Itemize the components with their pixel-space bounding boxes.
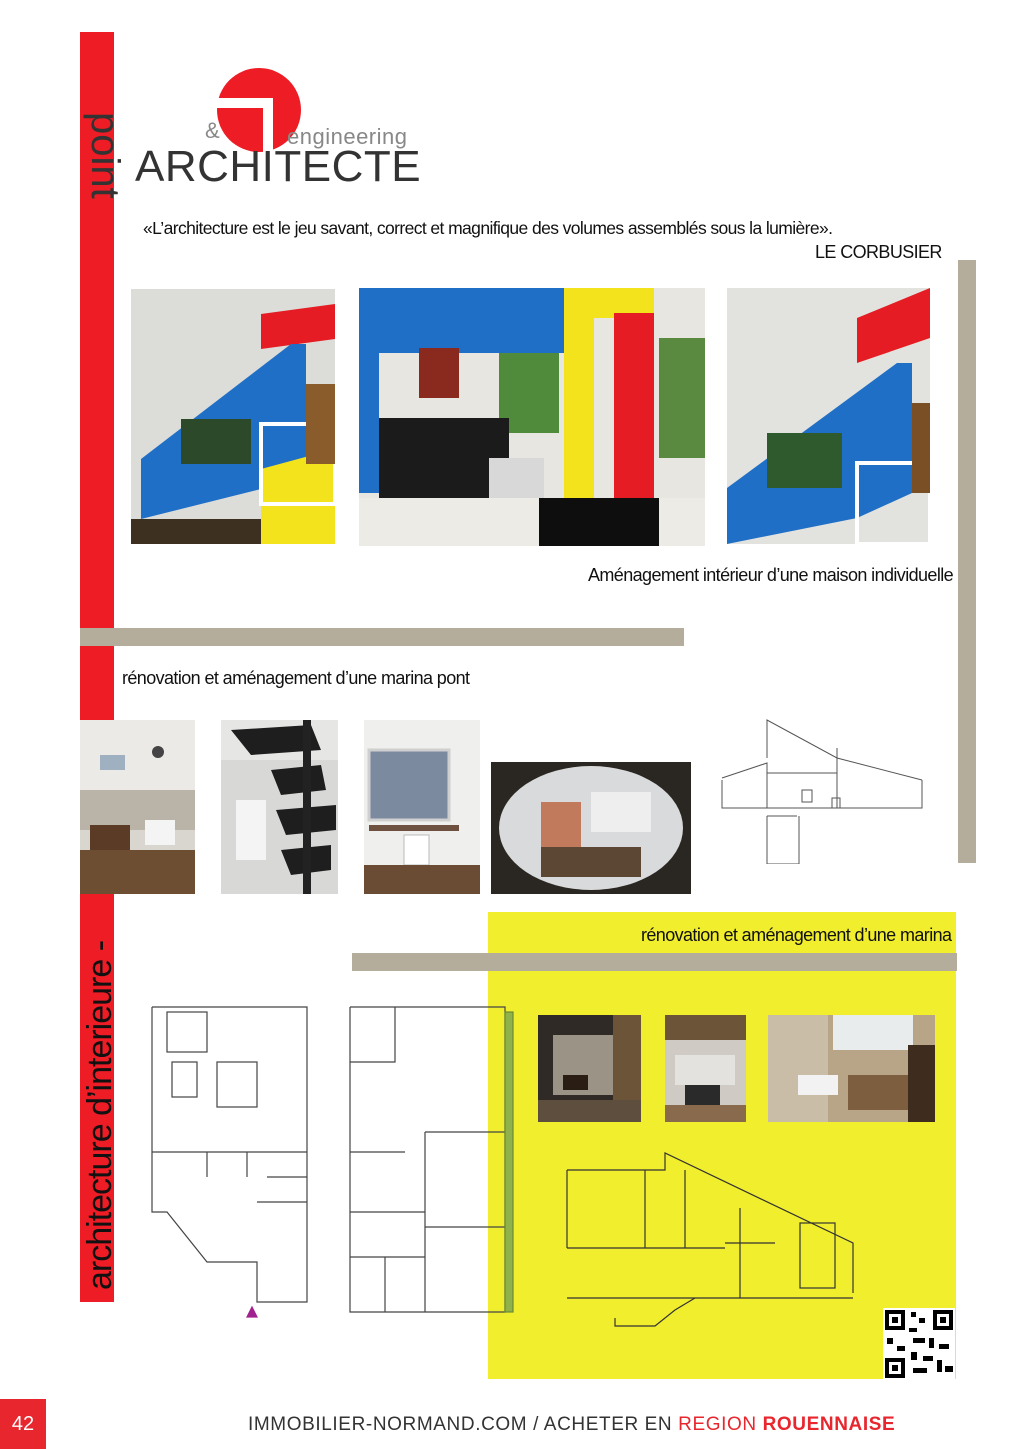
footer-separator: / [527, 1414, 544, 1435]
photo-porthole-view [491, 762, 691, 894]
quote-text: «L’architecture est le jeu savant, correct et magnifique des volumes assemblés sous la lumière». [143, 218, 833, 238]
section-drawing-small [717, 718, 924, 864]
photo-marina-interior [80, 720, 195, 894]
photo-stair-landing [131, 289, 335, 544]
logo-architecte: ARCHITECTE [135, 142, 422, 191]
caption-maison: Aménagement intérieur d’une maison individuelle [588, 565, 954, 585]
grey-horizontal-bar-1 [80, 628, 684, 646]
photo-marina-top-view [768, 1015, 935, 1122]
footer-acheter: ACHETER EN [543, 1414, 679, 1435]
footer-rouennaise: ROUENNAISE [762, 1414, 896, 1435]
floor-plan-1 [147, 1002, 329, 1322]
floor-plan-2 [345, 1002, 525, 1322]
grey-vertical-bar-right [958, 260, 976, 863]
logo-engineering: engineering [287, 124, 408, 149]
footer-text [248, 1414, 895, 1436]
caption-marina-pont: rénovation et aménagement d’une marina pont [122, 668, 470, 688]
photo-marina-dining [665, 1015, 746, 1122]
caption-marina: rénovation et aménagement d’une marina [641, 925, 952, 945]
page-number: 42 [0, 1399, 46, 1449]
photo-desk-corner [364, 720, 480, 894]
quote-author: LE CORBUSIER [815, 242, 942, 262]
side-label-vertical: architecture d’interieure - [81, 940, 119, 1290]
photo-blue-wall [727, 288, 930, 544]
footer-region: REGION [678, 1414, 763, 1435]
photo-spiral-staircase [221, 720, 338, 894]
qr-code [883, 1308, 955, 1380]
logo-point: point [83, 112, 127, 199]
photo-living-room [359, 288, 705, 546]
footer-site[interactable]: IMMOBILIER-NORMAND.COM [248, 1414, 528, 1435]
section-drawing-large [555, 1148, 895, 1333]
photo-marina-lounge [538, 1015, 641, 1122]
logo-ampersand: & [205, 118, 220, 143]
grey-horizontal-bar-2 [352, 953, 957, 971]
